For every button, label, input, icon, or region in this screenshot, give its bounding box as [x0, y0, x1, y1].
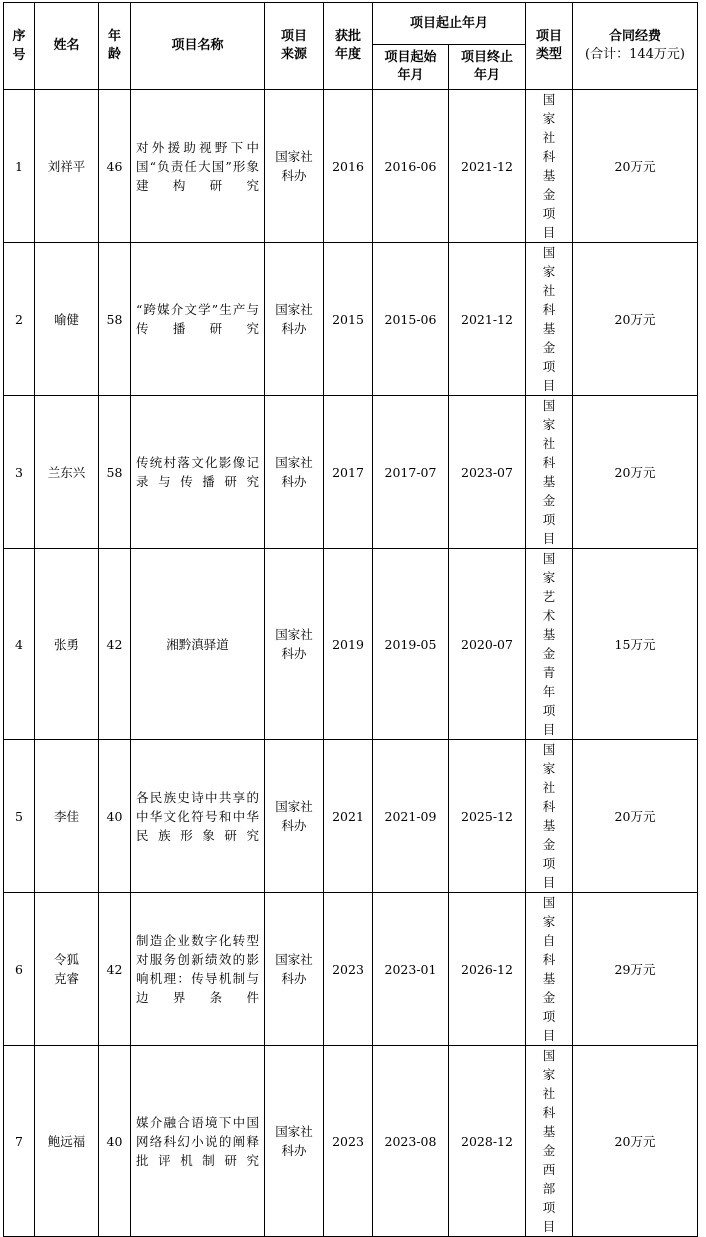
cell-start: 2017-07	[373, 396, 449, 549]
cell-source-text: 国家社科办	[275, 302, 313, 336]
header-name: 姓名	[35, 3, 99, 90]
cell-seq: 4	[4, 549, 35, 740]
cell-year: 2023	[324, 893, 373, 1046]
cell-seq: 1	[4, 90, 35, 243]
cell-end: 2020-07	[449, 549, 526, 740]
cell-end: 2021-12	[449, 90, 526, 243]
cell-type-text: 国家社科基金西部项目	[542, 1048, 556, 1234]
cell-type-text: 国家社科基金项目	[542, 92, 556, 240]
cell-start: 2023-01	[373, 893, 449, 1046]
cell-start: 2016-06	[373, 90, 449, 243]
cell-name: 喻健	[35, 243, 99, 396]
header-source-text: 项目来源	[280, 29, 307, 62]
cell-funds: 20万元	[573, 243, 698, 396]
cell-project: 对外援助视野下中国“负责任大国”形象建构研究	[131, 90, 265, 243]
header-year-text: 获批年度	[334, 29, 361, 62]
cell-end: 2021-12	[449, 243, 526, 396]
header-age-text: 年龄	[107, 29, 121, 62]
cell-age: 58	[99, 396, 131, 549]
cell-project: 制造企业数字化转型对服务创新绩效的影响机理：传导机制与边界条件	[131, 893, 265, 1046]
project-table	[3, 2, 698, 1237]
header-funds	[573, 3, 698, 90]
cell-end: 2025-12	[449, 740, 526, 893]
cell-source	[265, 893, 324, 1046]
cell-seq: 6	[4, 893, 35, 1046]
header-year	[324, 3, 373, 90]
cell-type	[526, 549, 573, 740]
header-start	[373, 45, 449, 90]
cell-seq: 7	[4, 1046, 35, 1237]
cell-source-text: 国家社科办	[275, 799, 313, 833]
cell-age: 40	[99, 740, 131, 893]
table-row	[4, 90, 698, 243]
header-source	[265, 3, 324, 90]
cell-source	[265, 1046, 324, 1237]
cell-project: 传统村落文化影像记录与传播研究	[131, 396, 265, 549]
header-funds-label: 合同经费	[608, 29, 661, 44]
cell-name: 鲍远福	[35, 1046, 99, 1237]
cell-funds: 20万元	[573, 740, 698, 893]
cell-type	[526, 740, 573, 893]
cell-seq: 3	[4, 396, 35, 549]
cell-source-text: 国家社科办	[275, 1124, 313, 1158]
cell-type-text: 国家艺术基金青年项目	[542, 551, 556, 737]
cell-end: 2026-12	[449, 893, 526, 1046]
header-type-text: 项目类型	[535, 29, 562, 62]
cell-funds: 15万元	[573, 549, 698, 740]
cell-type	[526, 893, 573, 1046]
cell-funds: 29万元	[573, 893, 698, 1046]
cell-name: 兰东兴	[35, 396, 99, 549]
cell-year: 2017	[324, 396, 373, 549]
cell-type	[526, 396, 573, 549]
cell-source	[265, 243, 324, 396]
cell-age: 40	[99, 1046, 131, 1237]
cell-type-text: 国家社科基金项目	[542, 742, 556, 890]
cell-funds: 20万元	[573, 90, 698, 243]
table-row	[4, 1046, 698, 1237]
cell-source-text: 国家社科办	[275, 627, 313, 661]
cell-start: 2023-08	[373, 1046, 449, 1237]
cell-project: 媒介融合语境下中国网络科幻小说的阐释批评机制研究	[131, 1046, 265, 1237]
cell-source	[265, 740, 324, 893]
header-project-name: 项目名称	[131, 3, 265, 90]
cell-end: 2028-12	[449, 1046, 526, 1237]
cell-seq: 5	[4, 740, 35, 893]
cell-age: 46	[99, 90, 131, 243]
header-funds-total: (合计：144万元)	[585, 47, 685, 62]
header-end	[449, 45, 526, 90]
cell-year: 2015	[324, 243, 373, 396]
cell-age: 42	[99, 893, 131, 1046]
cell-source	[265, 549, 324, 740]
cell-start: 2015-06	[373, 243, 449, 396]
cell-name	[35, 893, 99, 1046]
table-row	[4, 243, 698, 396]
cell-source-text: 国家社科办	[275, 149, 313, 183]
table-row	[4, 740, 698, 893]
table-row	[4, 396, 698, 549]
cell-type-text: 国家自科基金项目	[542, 895, 556, 1043]
header-type	[526, 3, 573, 90]
cell-year: 2023	[324, 1046, 373, 1237]
header-seq	[4, 3, 35, 90]
header-period: 项目起止年月	[373, 3, 526, 45]
cell-type-text: 国家社科基金项目	[542, 245, 556, 393]
header-end-text: 项目终止年月	[460, 50, 513, 83]
cell-funds: 20万元	[573, 396, 698, 549]
cell-project: 湘黔滇驿道	[131, 549, 265, 740]
table-row	[4, 893, 698, 1046]
header-start-text: 项目起始年月	[384, 50, 437, 83]
cell-name: 张勇	[35, 549, 99, 740]
cell-age: 42	[99, 549, 131, 740]
table-wrapper	[3, 2, 698, 1237]
cell-seq: 2	[4, 243, 35, 396]
cell-type	[526, 90, 573, 243]
cell-type	[526, 243, 573, 396]
cell-project: 各民族史诗中共享的中华文化符号和中华民族形象研究	[131, 740, 265, 893]
table-row	[4, 549, 698, 740]
cell-project: “跨媒介文学”生产与传播研究	[131, 243, 265, 396]
cell-source	[265, 396, 324, 549]
cell-name: 刘祥平	[35, 90, 99, 243]
cell-source-text: 国家社科办	[275, 455, 313, 489]
cell-type-text: 国家社科基金项目	[542, 398, 556, 546]
cell-start: 2021-09	[373, 740, 449, 893]
cell-source-text: 国家社科办	[275, 952, 313, 986]
cell-funds: 20万元	[573, 1046, 698, 1237]
cell-source	[265, 90, 324, 243]
cell-year: 2021	[324, 740, 373, 893]
cell-name-text: 令狐克睿	[53, 952, 79, 986]
header-seq-text: 序号	[12, 29, 26, 63]
cell-name: 李佳	[35, 740, 99, 893]
cell-type	[526, 1046, 573, 1237]
cell-year: 2019	[324, 549, 373, 740]
cell-end: 2023-07	[449, 396, 526, 549]
cell-year: 2016	[324, 90, 373, 243]
header-age	[99, 3, 131, 90]
cell-start: 2019-05	[373, 549, 449, 740]
cell-age: 58	[99, 243, 131, 396]
